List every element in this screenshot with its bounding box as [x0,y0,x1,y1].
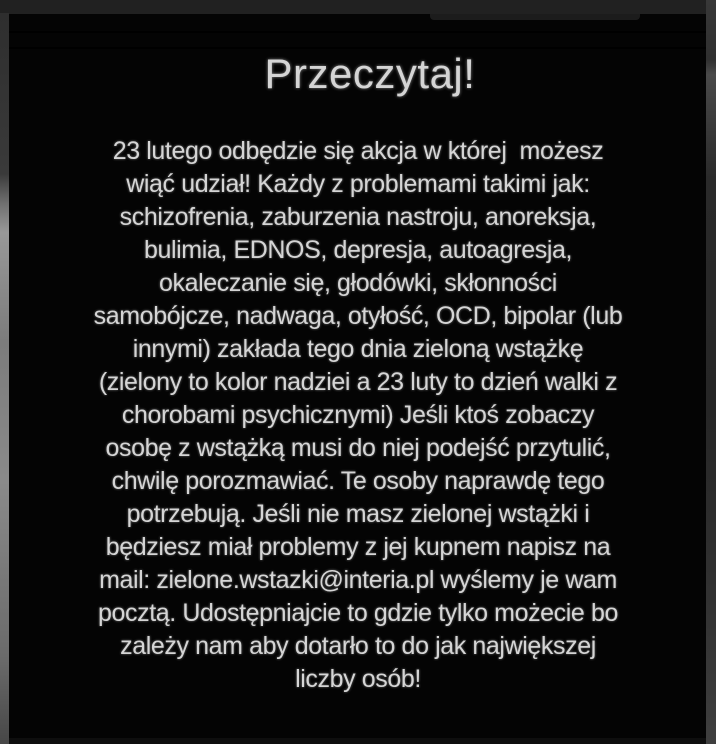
body-line: osobę z wstążką musi do niej podejść przytulić, [105,434,611,462]
body-line: mail: zielone.wstazki@interia.pl wyślemy je wam [99,566,617,594]
body-line: liczby osób! [295,665,421,693]
poster-title: Przeczytaj! [264,50,476,97]
body-line: samobójcze, nadwaga, otyłość, OCD, bipolar (lub [93,302,623,330]
body-line: chorobami psychicznymi) Jeśli ktoś zobaczy [121,401,595,429]
body-line: okaleczanie się, głodówki, skłonności [159,269,557,297]
body-line: bulimia, EDNOS, depresja, autoagresja, [143,236,573,264]
body-line: (zielony to kolor nadziei a 23 luty to dzień walki z [98,368,618,396]
poster-body [0,135,716,696]
body-line: innymi) zakłada tego dnia zieloną wstążkę [132,335,584,363]
body-line: potrzebują. Jeśli nie masz zielonej wstążki i [126,500,590,528]
body-line: zależy nam aby dotarło to do jak największej [120,632,596,660]
body-line: pocztą. Udostępniajcie to gdzie tylko możecie bo [98,599,618,627]
body-line: schizofrenia, zaburzenia nastroju, anoreksja, [119,203,597,231]
body-line: będziesz miał problemy z jej kupnem napisz na [105,533,611,561]
bottom-border [9,738,706,744]
body-line: 23 lutego odbędzie się akcja w której możesz [112,137,604,165]
body-line: chwilę porozmawiać. Te osoby naprawdę tego [111,467,605,495]
body-line: wiąć udział! Każdy z problemami takimi jak: [126,170,590,198]
